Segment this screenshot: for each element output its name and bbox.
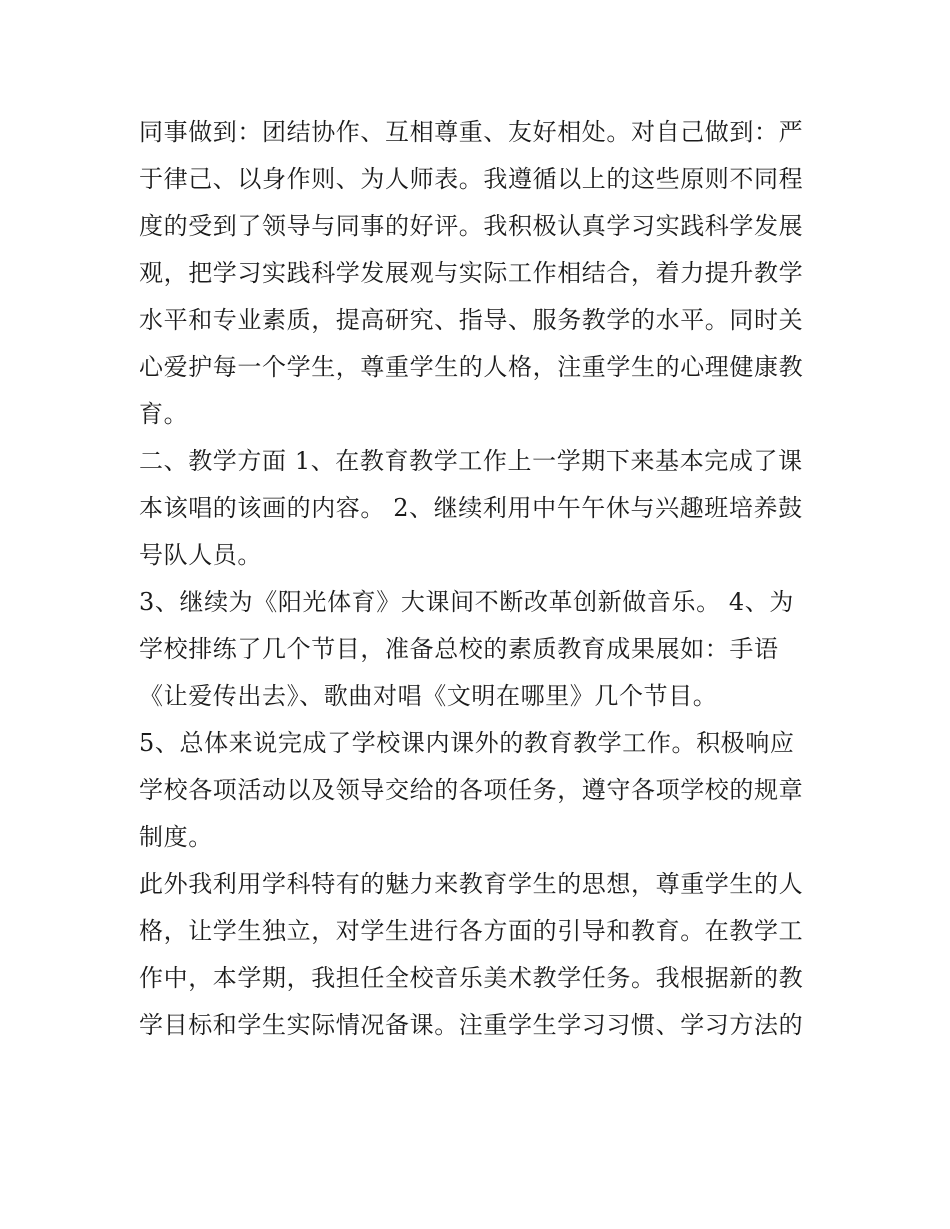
text-line: 育。 bbox=[139, 400, 189, 428]
text-line: 本该唱的该画的内容。 2、继续利用中午午休与兴趣班培养鼓 bbox=[139, 494, 803, 522]
text-line: 《让爱传出去》、歌曲对唱《文明在哪里》几个节目。 bbox=[139, 682, 718, 710]
text-line: 5、总体来说完成了学校课内课外的教育教学工作。积极响应 bbox=[139, 729, 795, 757]
document-body bbox=[139, 109, 819, 1049]
text-line: 度的受到了领导与同事的好评。我积极认真学习实践科学发展 bbox=[139, 212, 804, 240]
text-line: 3、继续为《阳光体育》大课间不断改革创新做音乐。 4、为 bbox=[139, 588, 794, 616]
text-line: 心爱护每一个学生，尊重学生的人格，注重学生的心理健康教 bbox=[139, 353, 804, 381]
text-line: 制度。 bbox=[139, 823, 213, 851]
text-line: 学目标和学生实际情况备课。注重学生学习习惯、学习方法的 bbox=[139, 1011, 804, 1039]
text-line: 学校各项活动以及领导交给的各项任务，遵守各项学校的规章 bbox=[139, 776, 804, 804]
text-line: 同事做到：团结协作、互相尊重、友好相处。对自己做到：严 bbox=[139, 118, 804, 146]
text-line: 于律己、以身作则、为人师表。我遵循以上的这些原则不同程 bbox=[139, 165, 804, 193]
text-line: 学校排练了几个节目，准备总校的素质教育成果展如：手语 bbox=[139, 635, 779, 663]
text-line: 水平和专业素质，提高研究、指导、服务教学的水平。同时关 bbox=[139, 306, 804, 334]
text-line: 号队人员。 bbox=[139, 541, 262, 569]
text-line: 格，让学生独立，对学生进行各方面的引导和教育。在教学工 bbox=[139, 917, 804, 945]
text-line: 作中，本学期，我担任全校音乐美术教学任务。我根据新的教 bbox=[139, 964, 804, 992]
text-line: 二、教学方面 1、在教育教学工作上一学期下来基本完成了课 bbox=[139, 447, 803, 475]
text-line: 此外我利用学科特有的魅力来教育学生的思想，尊重学生的人 bbox=[139, 870, 804, 898]
text-line: 观，把学习实践科学发展观与实际工作相结合，着力提升教学 bbox=[139, 259, 804, 287]
